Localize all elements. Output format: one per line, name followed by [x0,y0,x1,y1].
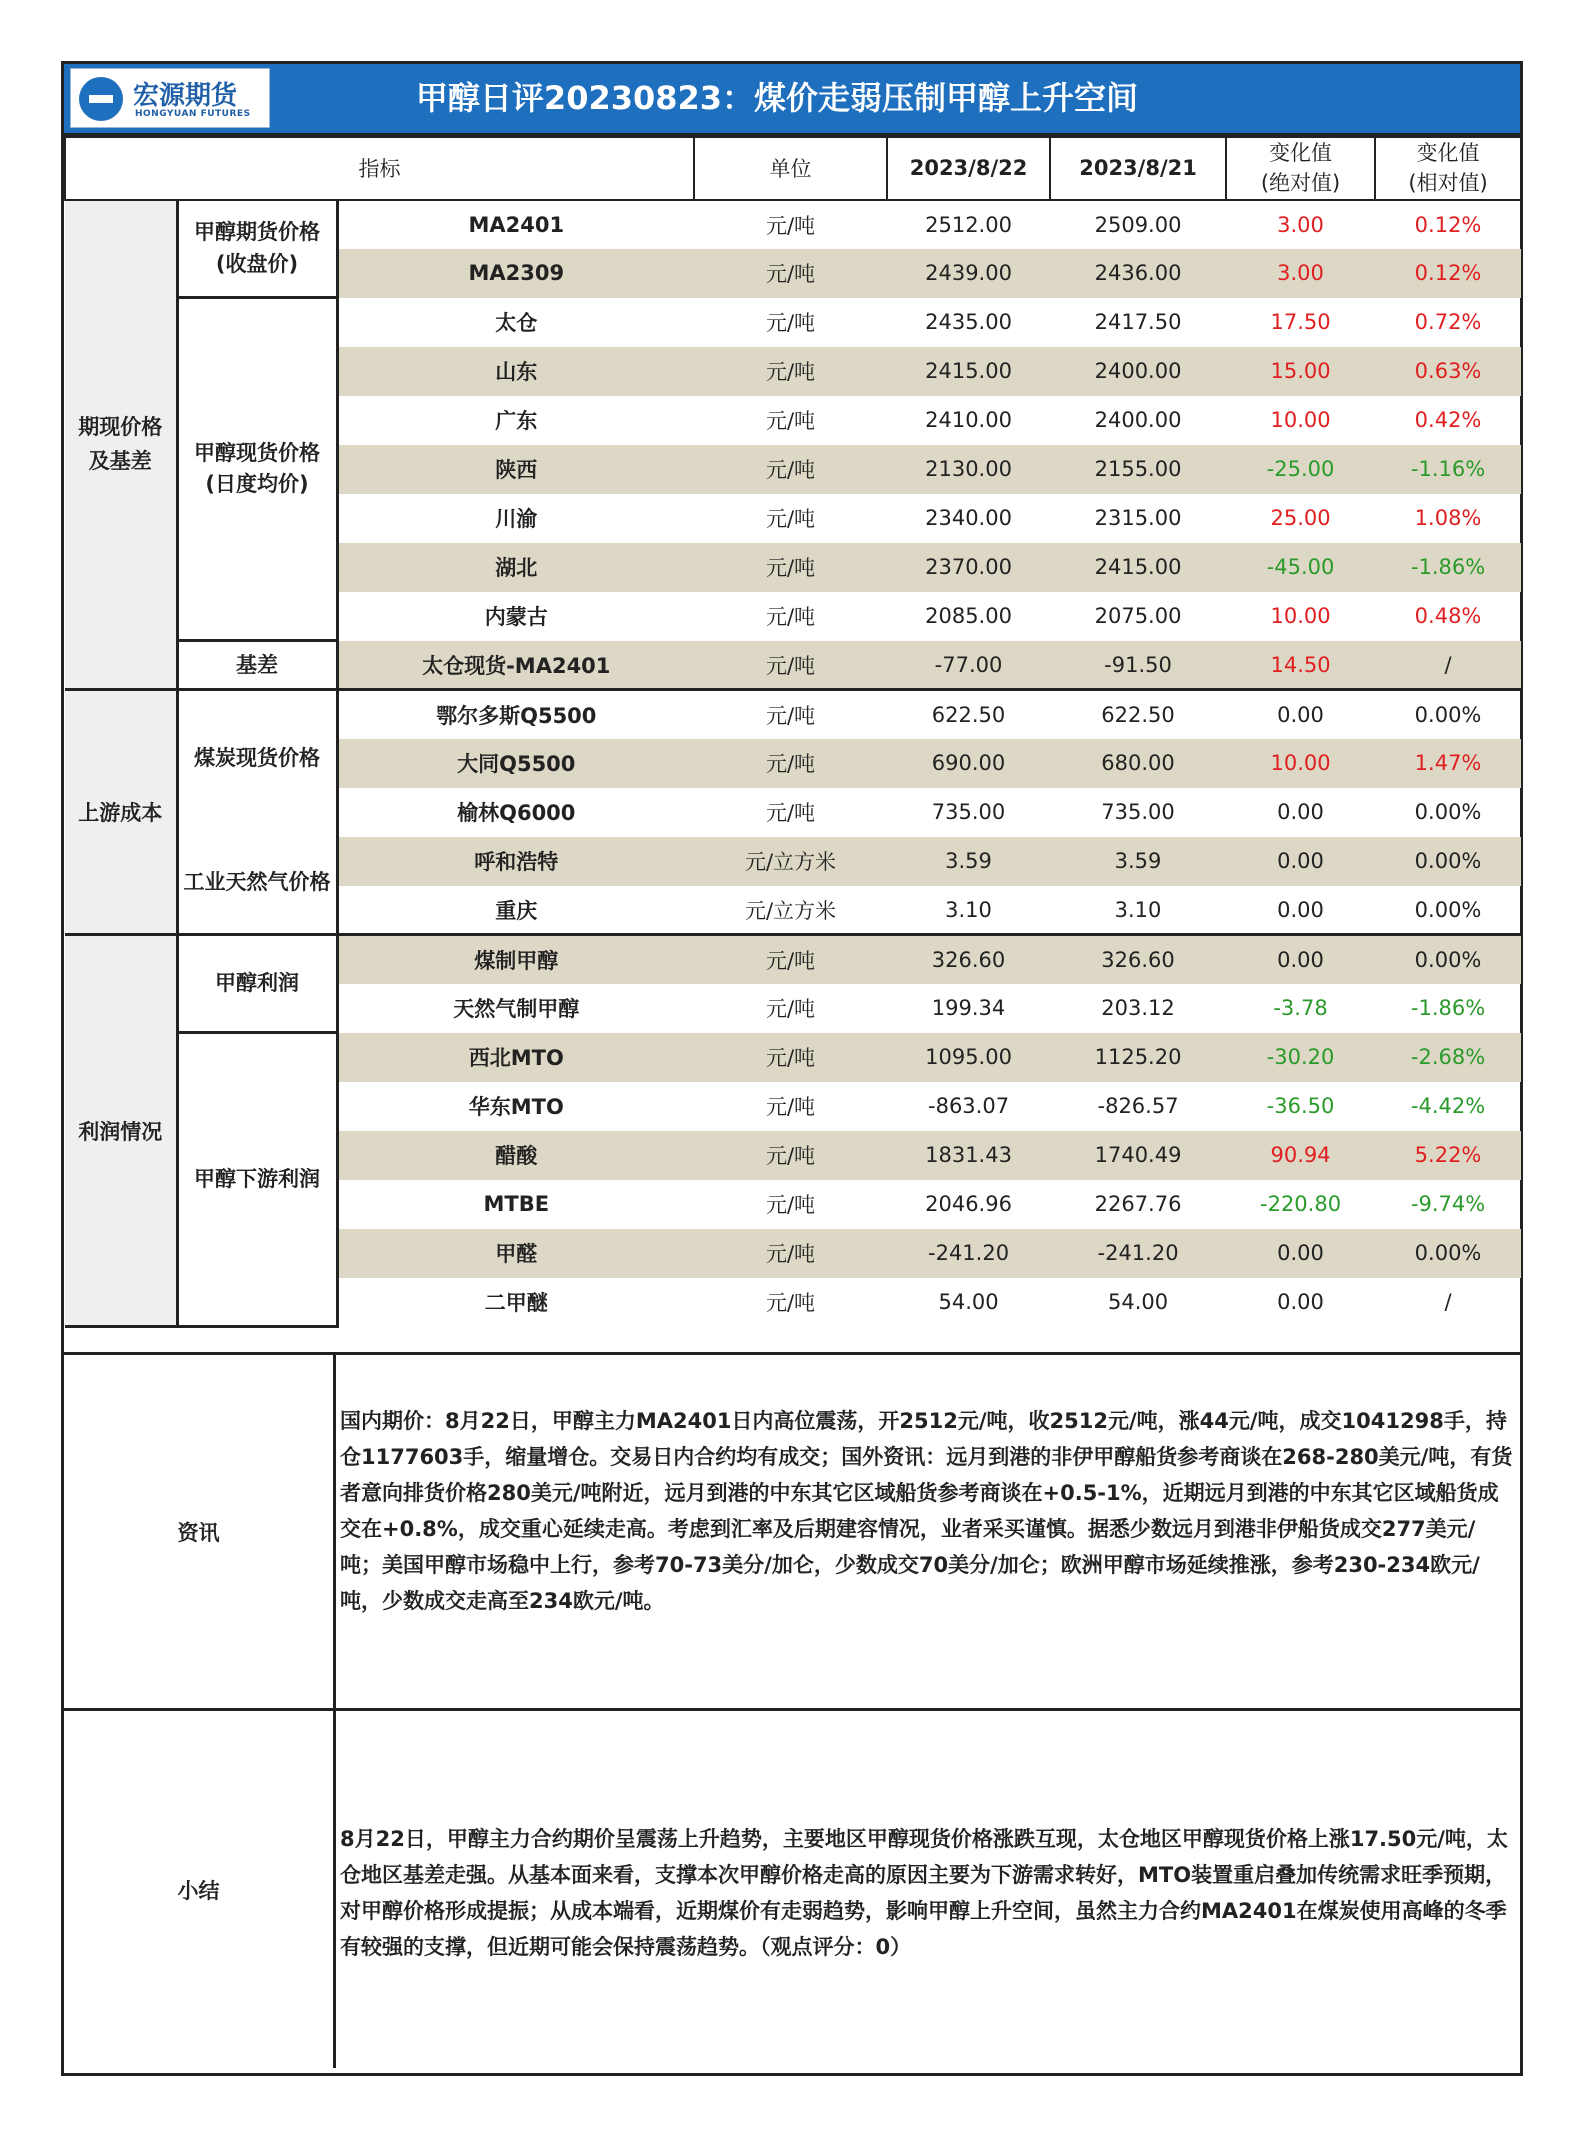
col-date1: 2023/8/22 [887,137,1050,200]
rel-change: -4.42% [1410,1094,1486,1119]
abs-change: 10.00 [1270,408,1331,433]
item-name: 陕西 [337,445,694,494]
value-date1: -241.20 [887,1229,1050,1278]
abs-change: 0.00 [1277,1290,1324,1315]
rel-change: 0.00% [1375,1229,1521,1278]
abs-change: 0.00 [1226,837,1375,886]
rel-change: 0.12% [1375,249,1521,298]
value-date1: 54.00 [938,1290,999,1315]
category-label: 期现价格 及基差 [65,200,177,690]
value-date2: 2400.00 [1094,408,1182,433]
abs-change: 3.00 [1277,212,1324,237]
item-name: 西北MTO [337,1033,694,1082]
item-unit: 元/吨 [694,347,887,396]
subcategory-label: 工业天然气价格 [177,837,337,935]
value-date1: 735.00 [931,800,1006,825]
item-unit: 元/吨 [765,997,816,1022]
item-unit: 元/吨 [694,935,887,984]
table-row [65,935,1521,984]
subcategory-label: 基差 [177,641,337,690]
value-date1: 2085.00 [925,604,1012,629]
value-date2: 203.12 [1101,996,1175,1021]
value-date2: 2315.00 [1094,506,1182,531]
item-name: 呼和浩特 [337,837,694,886]
item-unit: 元/吨 [765,1095,816,1120]
value-date2: 326.60 [1050,935,1226,984]
value-date1: 2130.00 [887,445,1050,494]
rel-change: -1.16% [1375,445,1521,494]
item-unit: 元/吨 [694,1131,887,1180]
subcategory-label: 甲醇利润 [177,935,337,1033]
news-block [64,1355,1520,1711]
logo-text: 宏源期货 [133,81,238,111]
item-name: 太仓 [495,311,538,336]
abs-change: 0.00 [1277,800,1324,825]
value-date2: 1740.49 [1050,1131,1226,1180]
value-date2: -241.20 [1050,1229,1226,1278]
item-unit: 元/吨 [765,311,816,336]
value-date1: 2370.00 [887,543,1050,592]
rel-change: / [1375,641,1521,690]
item-name: 重庆 [495,898,538,923]
abs-change: -3.78 [1273,996,1328,1021]
rel-change: 5.22% [1375,1131,1521,1180]
item-unit: 元/吨 [765,704,816,729]
value-date2: 2267.76 [1094,1192,1182,1217]
subcategory-label: 煤炭现货价格 [177,690,337,837]
col-indicator: 指标 [65,137,694,200]
item-name: 甲醛 [337,1229,694,1278]
item-unit: 元/吨 [765,801,816,826]
title-bar [64,64,1520,136]
item-unit: 元/吨 [694,249,887,298]
item-unit: 元/吨 [694,739,887,788]
abs-change: -36.50 [1266,1094,1335,1119]
subcategory-label: 甲醇下游利润 [177,1033,337,1327]
value-date1: 1095.00 [887,1033,1050,1082]
category-label: 利润情况 [65,935,177,1327]
value-date1: 2439.00 [887,249,1050,298]
value-date2: 2155.00 [1050,445,1226,494]
value-date1: 1831.43 [887,1131,1050,1180]
rel-change: / [1444,1290,1452,1315]
item-name: 醋酸 [337,1131,694,1180]
table-body [65,200,1521,1327]
item-unit: 元/吨 [694,641,887,690]
abs-change: -30.20 [1226,1033,1375,1082]
col-rel-change: 变化值 (相对值) [1375,137,1521,200]
abs-change: 3.00 [1226,249,1375,298]
item-name: MA2401 [468,212,565,237]
rel-change: 0.72% [1414,310,1482,335]
item-name: MA2309 [337,249,694,298]
table-row [65,641,1521,690]
item-name: 山东 [337,347,694,396]
rel-change: 0.00% [1414,800,1482,825]
table-row [65,837,1521,886]
value-date1: 199.34 [931,996,1006,1021]
value-date2: 2075.00 [1094,604,1182,629]
table-row [65,690,1521,739]
value-date2: 735.00 [1101,800,1175,825]
value-date1: -863.07 [928,1094,1010,1119]
rel-change: 0.42% [1414,408,1482,433]
logo-subtext: HONGYUAN FUTURES [135,109,251,119]
item-unit: 元/吨 [765,409,816,434]
logo-icon [79,77,123,121]
abs-change: 25.00 [1270,506,1331,531]
table-row [65,298,1521,347]
abs-change: 0.00 [1277,703,1324,728]
item-unit: 元/吨 [694,1229,887,1278]
summary-block [64,1711,1520,2068]
news-label: 资讯 [64,1355,336,1708]
abs-change: 10.00 [1226,739,1375,788]
item-unit: 元/吨 [765,507,816,532]
value-date1: 622.50 [931,703,1006,728]
item-unit: 元/吨 [765,605,816,630]
abs-change: 0.00 [1277,897,1324,922]
item-name: 天然气制甲醇 [453,997,580,1022]
value-date2: 3.10 [1114,897,1162,922]
rel-change: -1.86% [1375,543,1521,592]
rel-change: 1.08% [1414,506,1482,531]
item-name: 川渝 [495,507,538,532]
item-name: 二甲醚 [484,1291,548,1316]
rel-change: 0.12% [1414,212,1482,237]
item-name: 内蒙古 [484,605,548,630]
value-date2: 622.50 [1101,703,1175,728]
rel-change: 0.00% [1414,897,1482,922]
rel-change: 1.47% [1375,739,1521,788]
rel-change: 0.00% [1375,837,1521,886]
value-date2: 680.00 [1050,739,1226,788]
item-unit: 元/吨 [765,1193,816,1218]
rel-change: -2.68% [1375,1033,1521,1082]
rel-change: -1.86% [1410,996,1486,1021]
header-row [65,137,1521,200]
page-title: 甲醇日评20230823：煤价走弱压制甲醇上升空间 [415,79,1139,117]
item-name: 广东 [495,409,538,434]
rel-change: 0.63% [1375,347,1521,396]
value-date2: 3.59 [1050,837,1226,886]
col-abs-change: 变化值 (绝对值) [1226,137,1375,200]
col-date2: 2023/8/21 [1050,137,1226,200]
value-date1: 2340.00 [925,506,1012,531]
company-logo [70,68,270,128]
subcategory-label: 甲醇期货价格 (收盘价) [177,200,337,298]
item-name: 煤制甲醇 [337,935,694,984]
abs-change: 90.94 [1226,1131,1375,1180]
abs-change: -45.00 [1226,543,1375,592]
value-date1: 3.59 [887,837,1050,886]
item-unit: 元/吨 [694,445,887,494]
table-row [65,200,1521,249]
table-row [65,1033,1521,1082]
rel-change: -9.74% [1410,1192,1486,1217]
summary-text: 8月22日，甲醇主力合约期价呈震荡上升趋势，主要地区甲醇现货价格涨跌互现，太仓地区甲醇现货价格上涨17.50元/吨，太仓地区基差走强。从基本面来看，支撑本次甲醇价格走高的原因主要为下游需求转好，MTO装置重启叠加传统需求旺季预期，对甲醇价格形成提振；从成本端看，近期煤价有走弱趋势，影响甲醇上升空间，虽然主力合约MA2401在煤炭使用高峰的冬季有较强的支撑，但近期可能会保持震荡趋势。（观点评分：0） [340,1827,1508,1959]
summary-label: 小结 [64,1711,336,2068]
value-date2: 1125.20 [1050,1033,1226,1082]
value-date1: 2435.00 [925,310,1012,335]
col-unit: 单位 [694,137,887,200]
item-unit: 元/吨 [694,543,887,592]
item-name: 大同Q5500 [337,739,694,788]
item-name: 湖北 [337,543,694,592]
value-date2: -826.57 [1097,1094,1179,1119]
value-date1: 690.00 [887,739,1050,788]
abs-change: 0.00 [1226,1229,1375,1278]
report-sheet [61,61,1523,2076]
value-date1: 3.10 [945,897,992,922]
rel-change: 0.48% [1414,604,1482,629]
item-name: 榆林Q6000 [457,801,576,826]
value-date1: 2415.00 [887,347,1050,396]
value-date2: 54.00 [1107,1290,1169,1315]
value-date1: 326.60 [887,935,1050,984]
abs-change: -220.80 [1260,1192,1342,1217]
item-unit: 元/立方米 [694,837,887,886]
value-date1: 2512.00 [925,212,1012,237]
value-date1: 2410.00 [925,408,1012,433]
abs-change: 17.50 [1270,310,1331,335]
item-unit: 元/立方米 [744,898,837,923]
item-unit: 元/吨 [765,1291,816,1316]
value-date1: 2046.96 [925,1192,1012,1217]
item-name: 鄂尔多斯Q5500 [436,704,597,729]
subcategory-label: 甲醇现货价格 (日度均价) [177,298,337,641]
abs-change: 15.00 [1226,347,1375,396]
item-unit: 元/吨 [694,1033,887,1082]
rel-change: 0.00% [1414,703,1482,728]
value-date2: 2400.00 [1050,347,1226,396]
abs-change: 0.00 [1226,935,1375,984]
value-date2: 2417.50 [1094,310,1182,335]
news-text: 国内期价：8月22日，甲醇主力MA2401日内高位震荡，开2512元/吨，收2512元/吨，涨44元/吨，成交1041298手，持仓1177603手，缩量增仓。交易日内合约均有成交；国外资讯：远月到港的非伊甲醇船货参考商谈在268-280美元/吨，有货者意向排货价格280美元/吨附近，远月到港的中东其它区域船货参考商谈在+0.5-1%，近期远月到港的中东其它区域船货成交在+0.8%，成交重心延续走高。考虑到汇率及后期建容情况，业者采买谨慎。据悉少数远月到港非伊船货成交277美元/吨；美国甲醇市场稳中上行，参考70-73美分/加仑，少数成交70美分/加仑；欧洲甲醇市场延续推涨，参考230-234欧元/吨，少数成交走高至234欧元/吨。 [340,1409,1513,1613]
item-name: 太仓现货-MA2401 [337,641,694,690]
data-table [64,136,1522,1328]
item-unit: 元/吨 [765,213,816,238]
value-date2: 2436.00 [1050,249,1226,298]
abs-change: 14.50 [1226,641,1375,690]
value-date2: 2415.00 [1050,543,1226,592]
rel-change: 0.00% [1375,935,1521,984]
value-date2: -91.50 [1050,641,1226,690]
value-date1: -77.00 [887,641,1050,690]
value-date2: 2509.00 [1094,212,1182,237]
abs-change: 10.00 [1270,604,1331,629]
notes-section [64,1352,1520,2068]
item-name: 华东MTO [468,1095,564,1120]
abs-change: -25.00 [1226,445,1375,494]
item-name: MTBE [483,1192,550,1217]
category-label: 上游成本 [65,690,177,935]
